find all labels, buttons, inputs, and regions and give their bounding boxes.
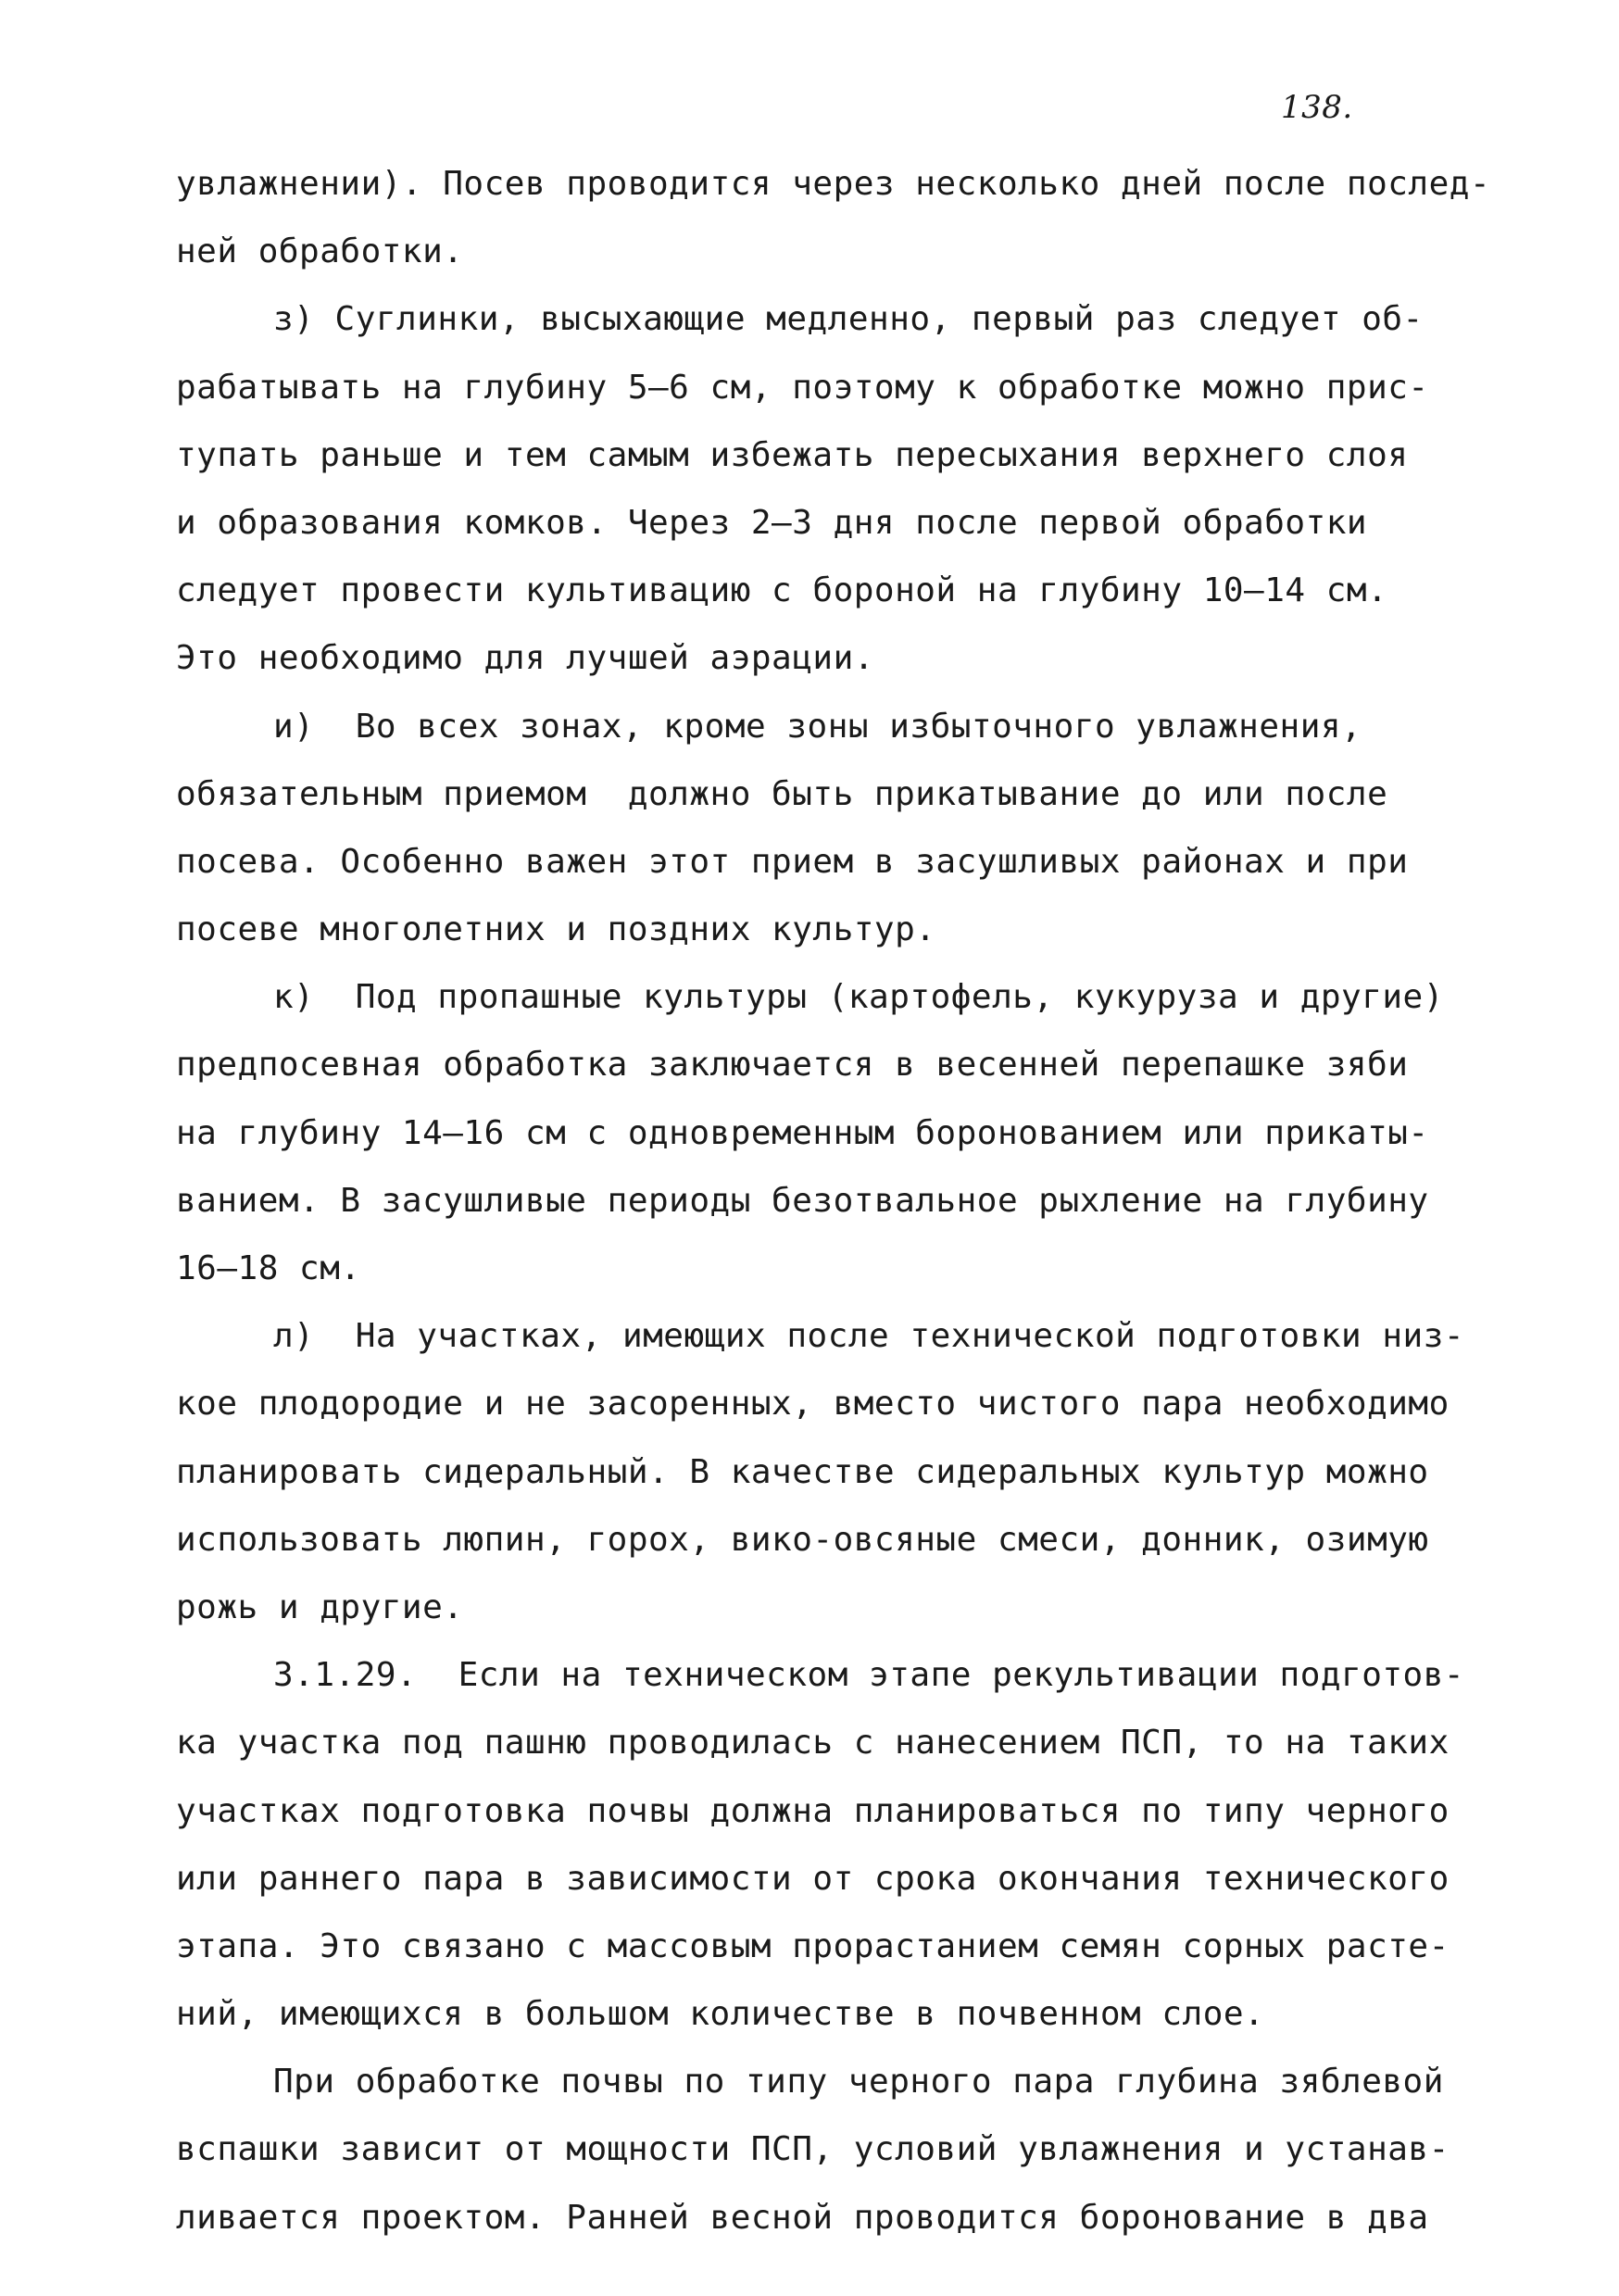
- text-line: ка участка под пашню проводилась с нанесением ПСП, то на таких: [176, 1724, 1450, 1763]
- text-line: з) Суглинки, высыхающие медленно, первый раз следует об-: [273, 300, 1424, 339]
- text-line: кое плодородие и не засоренных, вместо чистого пара необходимо: [176, 1385, 1450, 1424]
- text-line: Это необходимо для лучшей аэрации.: [176, 639, 874, 678]
- text-line: и образования комков. Через 2–3 дня после первой обработки: [176, 503, 1368, 542]
- text-line: посеве многолетних и поздних культур.: [176, 910, 936, 949]
- text-line: ний, имеющихся в большом количестве в почвенном слое.: [176, 1995, 1265, 2034]
- text-line: 16–18 см.: [176, 1249, 361, 1287]
- text-line: участках подготовка почвы должна планироваться по типу черного: [176, 1791, 1450, 1830]
- text-line: При обработке почвы по типу черного пара глубина зяблевой: [273, 2063, 1444, 2102]
- text-line: на глубину 14–16 см с одновременным боронованием или прикаты-: [176, 1113, 1429, 1152]
- page-number: 138.: [1281, 89, 1353, 126]
- text-line: ванием. В засушливые периоды безотвальное рыхление на глубину: [176, 1181, 1429, 1220]
- text-line: увлажнении). Посев проводится через несколько дней после послед-: [176, 165, 1491, 203]
- text-line: ней обработки.: [176, 232, 464, 271]
- text-line: и) Во всех зонах, кроме зоны избыточного увлажнения,: [273, 707, 1362, 746]
- text-line: рожь и другие.: [176, 1587, 464, 1626]
- text-line: рабатывать на глубину 5–6 см, поэтому к обработке можно прис-: [176, 368, 1429, 407]
- text-line: обязательным приемом должно быть прикатывание до или после: [176, 774, 1388, 813]
- text-line: или раннего пара в зависимости от срока окончания технического: [176, 1859, 1450, 1898]
- text-line: ливается проектом. Ранней весной проводится боронование в два: [176, 2198, 1429, 2237]
- text-line: 3.1.29. Если на техническом этапе рекультивации подготов-: [273, 1656, 1465, 1695]
- text-line: л) На участках, имеющих после технической подготовки низ-: [273, 1317, 1465, 1356]
- text-line: вспашки зависит от мощности ПСП, условий увлажнения и устанав-: [176, 2130, 1450, 2169]
- text-line: к) Под пропашные культуры (картофель, кукуруза и другие): [273, 978, 1444, 1017]
- text-line: использовать люпин, горох, вико-овсяные смеси, донник, озимую: [176, 1520, 1429, 1559]
- text-line: предпосевная обработка заключается в весенней перепашке зяби: [176, 1046, 1409, 1085]
- text-line: тупать раньше и тем самым избежать пересыхания верхнего слоя: [176, 435, 1409, 474]
- body-text: [176, 150, 1491, 2252]
- text-line: этапа. Это связано с массовым прорастанием семян сорных расте-: [176, 1926, 1450, 1965]
- text-line: следует провести культивацию с бороной на глубину 10–14 см.: [176, 571, 1388, 610]
- text-line: посева. Особенно важен этот прием в засушливых районах и при: [176, 842, 1409, 881]
- text-line: планировать сидеральный. В качестве сидеральных культур можно: [176, 1452, 1429, 1491]
